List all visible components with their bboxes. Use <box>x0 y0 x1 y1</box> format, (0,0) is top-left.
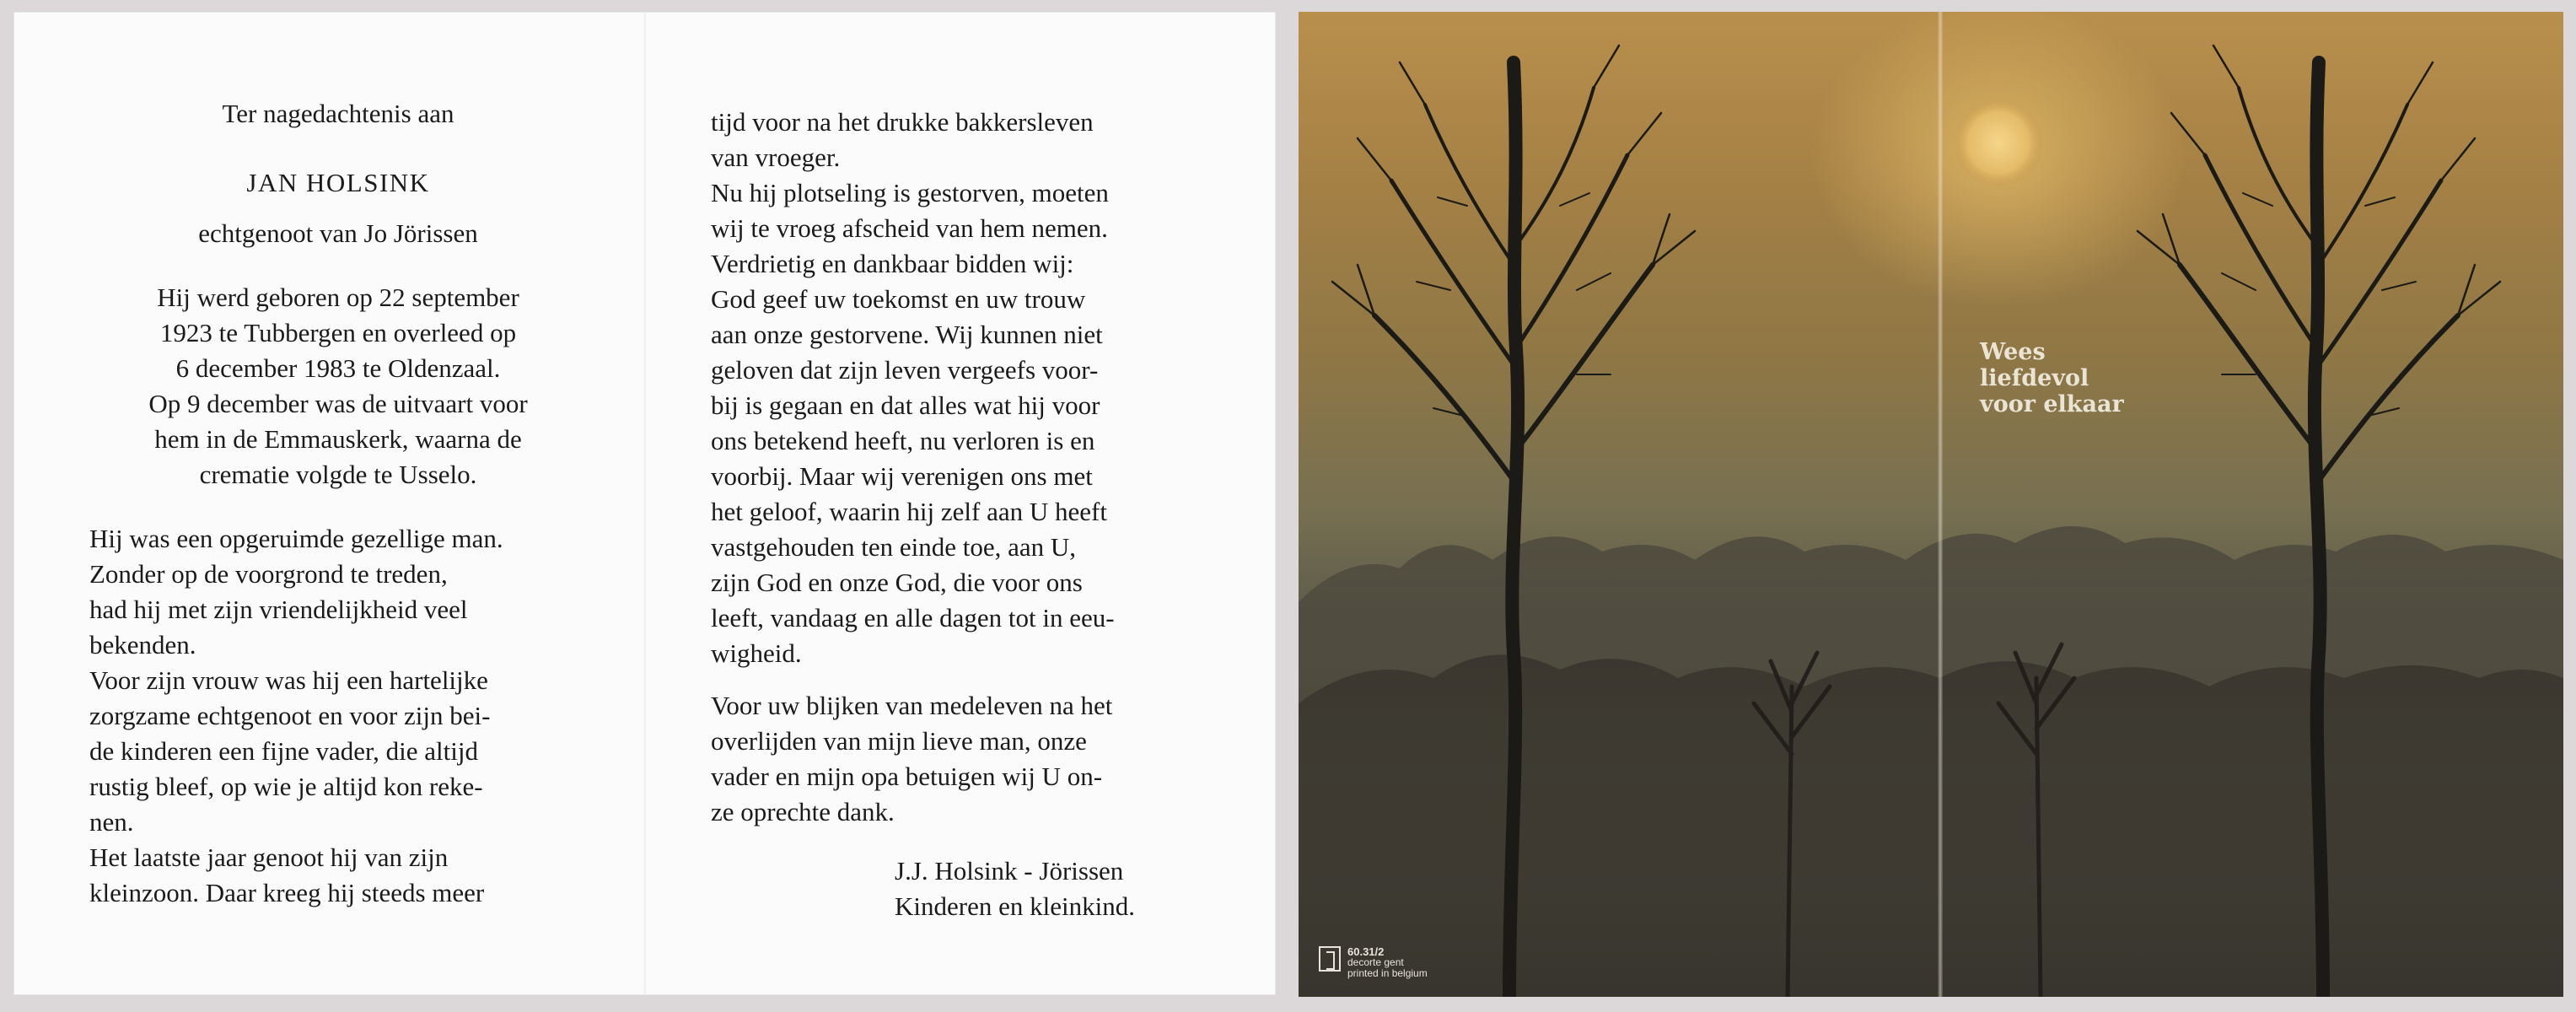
text-line: crematie volgde te Usselo. <box>199 460 477 489</box>
text-line: tijd voor na het drukke bakkersleven <box>711 107 1094 137</box>
text-line: Zonder op de voorgrond te treden, <box>89 559 448 589</box>
text-line: Voor uw blijken van medeleven na het <box>711 691 1113 720</box>
text-line: vastgehouden ten einde toe, aan U, <box>711 532 1076 562</box>
signature-line: Kinderen en kleinkind. <box>895 891 1135 921</box>
text-line: leeft, vandaag en alle dagen tot in eeu- <box>711 603 1115 632</box>
text-line: bekenden. <box>89 630 196 659</box>
memorial-card-cover <box>1299 12 2563 997</box>
text-line: Voor zijn vrouw was hij een hartelijke <box>89 665 488 695</box>
thanks-paragraph <box>711 688 1217 830</box>
text-line: bij is gegaan en dat alles wat hij voor <box>711 390 1100 420</box>
deceased-name: JAN HOLSINK <box>246 168 430 197</box>
imprint-code: 60.31/2 <box>1347 945 1385 958</box>
text-line: vader en mijn opa betuigen wij U on- <box>711 762 1103 791</box>
memorial-heading: Ter nagedachtenis aan <box>222 99 454 128</box>
text-line: hem in de Emmauskerk, waarna de <box>154 424 522 454</box>
signature-block <box>895 853 1217 924</box>
closing-paragraph <box>711 105 1217 671</box>
text-line: aan onze gestorvene. Wij kunnen niet <box>711 320 1103 349</box>
left-text-column <box>89 96 587 911</box>
biography-paragraph <box>89 521 587 911</box>
cover-verse-line: liefdevol <box>1980 365 2089 391</box>
cover-verse-line: voor elkaar <box>1980 391 2124 417</box>
sun-icon <box>1955 99 2042 186</box>
text-line: het geloof, waarin hij zelf aan U heeft <box>711 497 1107 526</box>
text-line: Nu hij plotseling is gestorven, moeten <box>711 178 1109 207</box>
text-line: kleinzoon. Daar kreeg hij steeds meer <box>89 878 485 907</box>
text-line: ons betekend heeft, nu verloren is en <box>711 426 1095 455</box>
text-line: Hij was een opgeruimde gezellige man. <box>89 524 503 553</box>
text-line: wij te vroeg afscheid van hem nemen. <box>711 213 1108 243</box>
text-line: 6 december 1983 te Oldenzaal. <box>175 353 501 383</box>
memorial-card-inside <box>13 12 1276 995</box>
text-line: geloven dat zijn leven vergeefs voor- <box>711 355 1099 385</box>
imprint-country: printed in belgium <box>1347 967 1428 979</box>
text-line: voorbij. Maar wij verenigen ons met <box>711 461 1093 491</box>
life-dates-paragraph <box>89 280 587 493</box>
text-line: God geef uw toekomst en uw trouw <box>711 284 1086 314</box>
text-line: de kinderen een fijne vader, die altijd <box>89 736 478 766</box>
signature-line: J.J. Holsink - Jörissen <box>895 856 1124 886</box>
right-text-column <box>711 105 1217 924</box>
cover-photo <box>1299 12 2563 997</box>
cover-verse <box>1980 339 2124 417</box>
text-line: 1923 te Tubbergen en overleed op <box>159 318 517 347</box>
cover-verse-line: Wees <box>1980 339 2046 365</box>
text-line: nen. <box>89 807 134 837</box>
text-line: Verdrietig en dankbaar bidden wij: <box>711 249 1074 278</box>
text-line: zijn God en onze God, die voor ons <box>711 568 1083 597</box>
fold-line <box>1938 12 1943 997</box>
text-line: Op 9 december was de uitvaart voor <box>148 389 528 418</box>
printer-imprint <box>1319 946 1428 979</box>
text-line: wigheid. <box>711 638 802 668</box>
ground-fog <box>1299 552 2563 997</box>
text-line: had hij met zijn vriendelijkheid veel <box>89 595 468 624</box>
text-line: Het laatste jaar genoot hij van zijn <box>89 842 449 872</box>
imprint-publisher: decorte gent <box>1347 956 1404 968</box>
fold-line <box>644 12 646 995</box>
text-line: overlijden van mijn lieve man, onze <box>711 726 1087 756</box>
text-line: ze oprechte dank. <box>711 797 895 826</box>
publisher-logo-icon <box>1319 946 1341 972</box>
text-line: van vroeger. <box>711 143 841 172</box>
spouse-line: echtgenoot van Jo Jörissen <box>198 218 478 248</box>
text-line: zorgzame echtgenoot en voor zijn bei- <box>89 701 491 730</box>
text-line: rustig bleef, op wie je altijd kon reke- <box>89 772 483 801</box>
text-line: Hij werd geboren op 22 september <box>157 283 519 312</box>
